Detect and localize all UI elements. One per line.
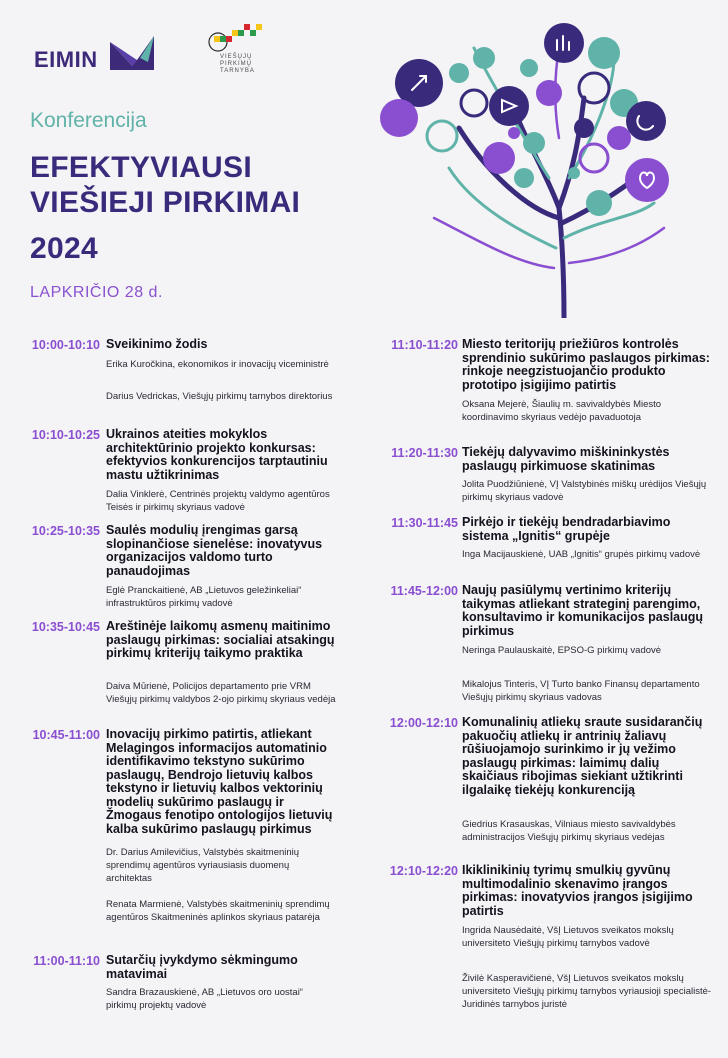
eimin-logo-text: EIMIN [34,47,98,72]
agenda-title: Sveikinimo žodis [106,337,208,351]
agenda-title: Ukrainos ateities mokyklos architektūrinio projekto konkursas: efektyvios konkurencijos tarptautiniu mastu užtikrinimas [106,427,328,482]
agenda-time: 10:35-10:45 [31,620,100,634]
agenda-title: Miesto teritorijų priežiūros kontrolės sprendinio sukūrimo paslaugos pirkimas: rinkoje neegzistuojančio produkto prototipo įsigijimo patirtis [462,337,710,392]
agenda-speaker: Jolita Puodžiūnienė, VĮ Valstybinės miškų urėdijos Viešųjų pirkimų skyriaus vadovė [462,479,707,503]
agenda-speaker: Giedrius Krasauskas, Vilniaus miesto savivaldybės administracijos Viešųjų pirkimų skyriaus vedėjas [462,819,676,843]
agenda-speaker: Darius Vedrickas, Viešųjų pirkimų tarnybos direktorius [106,391,333,402]
agenda-speaker: Sandra Brazauskienė, AB „Lietuvos oro uostai“ pirkimų projektų vadovė [106,987,303,1011]
agenda-title: Komunalinių atliekų sraute susidarančių pakuočių atliekų ir antrinių žaliavų rūšiuojamojo surinkimo ir jų vežimo paslaugų pirkimas: laimimų dalių skaičiaus ribojimas siekiant užtikrinti ilgalaikę tiekėjų konkurenciją [462,715,703,797]
agenda-speaker: Daiva Mūrienė, Policijos departamento prie VRM Viešųjų pirkimų valdybos 2-ojo pirkimų skyriaus vedėja [106,681,336,705]
eimin-logo-mark-icon [110,32,160,74]
agenda-time: 11:10-11:20 [391,338,458,352]
agenda-speaker: Dalia Vinklerė, Centrinės projektų valdymo agentūros Teisės ir pirkimų skyriaus vadovė [106,489,330,513]
agenda-title: Ikiklinikinių tyrimų smulkių gyvūnų multimodalinio skenavimo įrangos pirkimas: inovatyvios įrangos įsigijimo patirtis [462,863,693,918]
agenda-time: 12:00-12:10 [389,716,458,730]
agenda-speaker: Inga Macijauskienė, UAB „Ignitis“ grupės pirkimų vadovė [462,549,701,560]
eimin-logo [34,32,164,74]
agenda-title: Sutarčių įvykdymo sėkmingumo matavimai [106,953,298,981]
title-line: VIEŠIEJI PIRKIMAI [30,186,301,219]
agenda-speaker: Renata Marmienė, Valstybės skaitmeninių sprendimų agentūros Skaitmeninės aplinkos skyriaus patarėja [106,899,330,923]
agenda-title: Pirkėjo ir tiekėjų bendradarbiavimo sistema „Ignitis“ grupėje [462,515,671,543]
vpt-logo-text: VIEŠŲJŲ PIRKIMŲ TARNYBA [220,54,255,74]
conference-label: Konferencija [30,109,147,132]
conference-date: LAPKRIČIO 28 d. [30,284,163,301]
agenda-speaker: Oksana Mejerė, Šiaulių m. savivaldybės Miesto koordinavimo skyriaus vedėjo pavaduotoja [462,399,662,423]
agenda-time: 10:25-10:35 [31,524,100,538]
agenda-time: 10:45-11:00 [32,728,100,742]
agenda-time: 10:10-10:25 [31,428,100,442]
page-title [30,150,300,266]
agenda-title: Areštinėje laikomų asmenų maitinimo paslaugų pirkimas: socialiai atsakingų pirkimų kriterijų taikymo praktika [106,619,335,660]
vpt-logo-mark-icon [206,24,270,54]
title-line: 2024 [30,232,98,265]
agenda-title: Saulės modulių įrengimas garsą slopinančiose sienelėse: inovatyvus organizacijos valdomo turto panaudojimas [106,523,323,578]
agenda-speaker: Mikalojus Tinteris, VĮ Turto banko Finansų departamento Viešųjų pirkimų skyriaus vadovas [462,679,700,703]
innovation-tree-illustration-icon [374,18,674,318]
agenda-title: Tiekėjų dalyvavimo miškininkystės paslaugų pirkimuose skatinimas [462,445,670,473]
agenda-time: 10:00-10:10 [31,338,100,352]
agenda-title: Naujų pasiūlymų vertinimo kriterijų taikymas atliekant strateginį parengimo, konsultavimo ir komunikacijos paslaugų pirkimus [462,583,704,638]
agenda-speaker: Ingrida Nausėdaitė, VšĮ Lietuvos sveikatos mokslų universiteto Viešųjų pirkimų tarnybos vadovė [462,925,674,949]
agenda-time: 11:30-11:45 [391,516,458,530]
agenda-time: 11:20-11:30 [391,446,458,460]
agenda-time: 11:45-12:00 [390,584,458,598]
agenda-speaker: Erika Kuročkina, ekonomikos ir inovacijų viceministrė [106,359,329,370]
agenda-speaker: Živilė Kasperavičienė, VšĮ Lietuvos sveikatos mokslų universiteto Viešųjų pirkimų tarnybos vyriausioji specialistė-Juridinės tarnybos juristė [462,973,712,1010]
agenda-speaker: Dr. Darius Amilevičius, Valstybės skaitmeninių sprendimų agentūros vyriausiasis duomenų architektas [106,847,300,884]
title-line: EFEKTYVIAUSI [30,151,252,184]
vpt-logo [206,24,276,78]
agenda-time: 11:00-11:10 [33,954,100,968]
agenda-time: 12:10-12:20 [389,864,458,878]
agenda-speaker: Eglė Pranckaitienė, AB „Lietuvos geležinkeliai“ infrastruktūros pirkimų vadovė [106,585,302,609]
agenda-title: Inovacijų pirkimo patirtis, atliekant Melagingos informacijos automatinio identifikavimo tekstyno sukūrimo paslaugų, Bendrojo lietuvių kalbos tekstyno ir lietuvių kalbos vektorinių modelių sukūrimo paslaugų ir Žmogaus fenotipo ontologijos lietuvių kalba sukūrimo paslaugų pirkimus [106,727,333,836]
agenda-speaker: Neringa Paulauskaitė, EPSO-G pirkimų vadovė [462,645,662,656]
